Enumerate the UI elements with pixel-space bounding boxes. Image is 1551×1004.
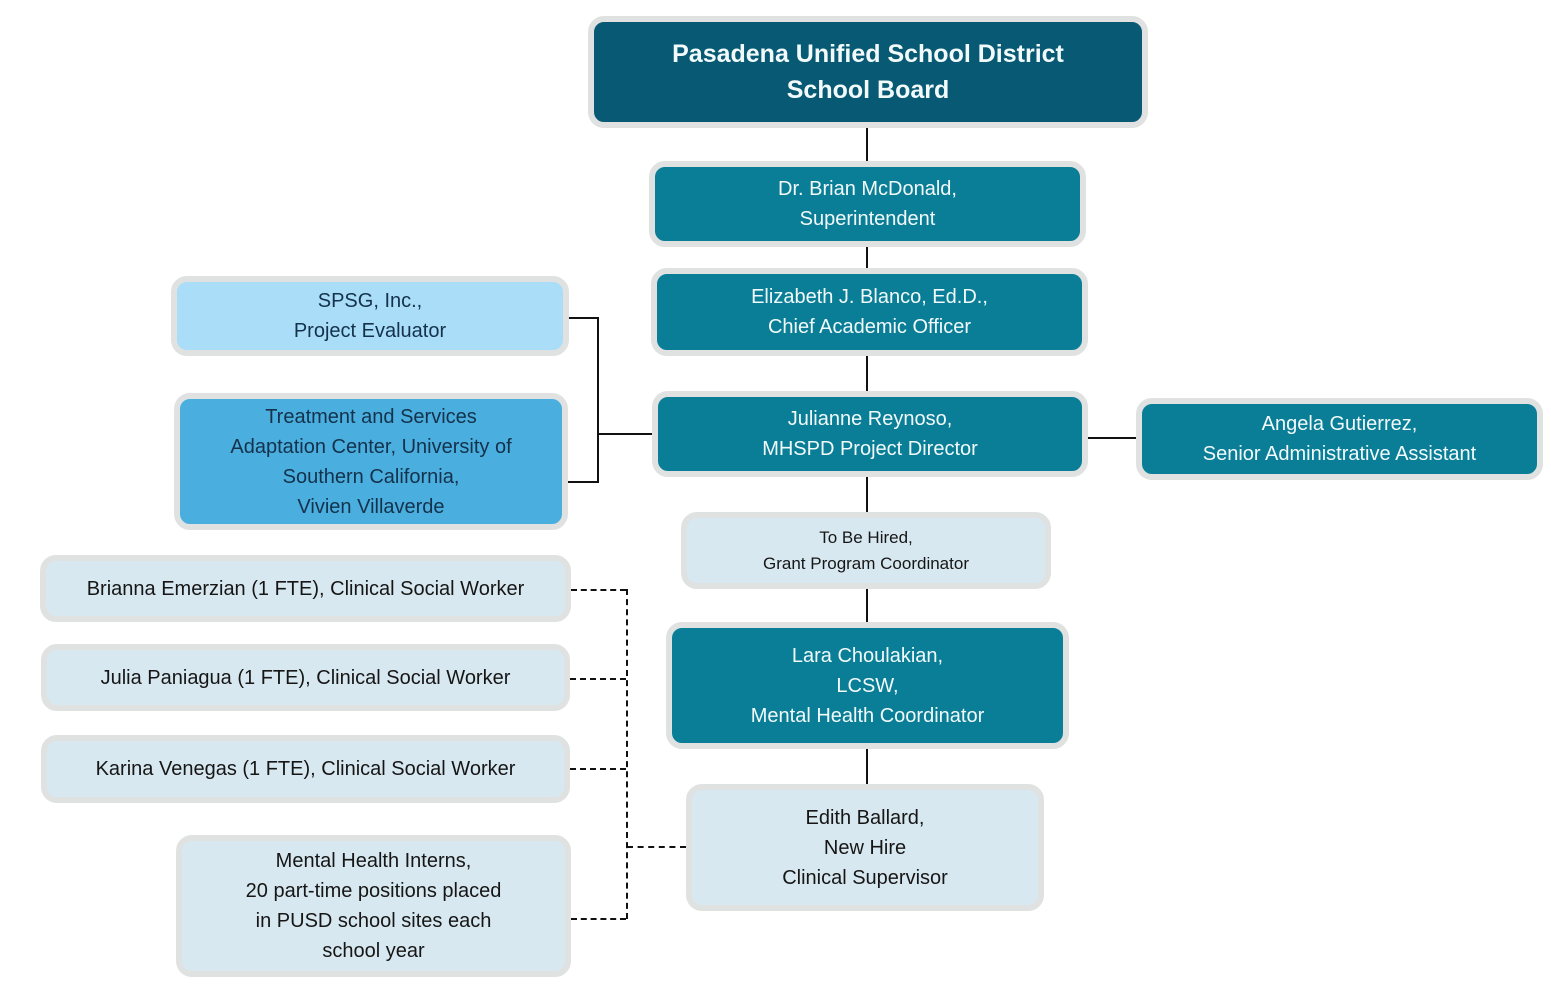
connector-dashed-supervisor xyxy=(627,846,686,848)
node-clinical-supervisor xyxy=(686,784,1044,911)
node-label: School Board xyxy=(786,76,950,104)
node-label: Clinical Supervisor xyxy=(782,866,948,889)
connector-tsa-branch xyxy=(568,481,599,483)
node-label: school year xyxy=(322,940,425,962)
node-label: MHSPD Project Director xyxy=(762,438,978,460)
node-label: To Be Hired, xyxy=(819,528,913,547)
node-senior-administrative-assistant xyxy=(1136,398,1543,480)
node-label: Angela Gutierrez, xyxy=(1261,413,1418,435)
node-label: Project Evaluator xyxy=(293,320,447,342)
node-mental-health-coordinator xyxy=(666,622,1069,749)
node-clinical-social-worker-3 xyxy=(41,735,570,803)
node-label: Southern California, xyxy=(282,465,460,488)
node-grant-program-coordinator xyxy=(681,512,1051,589)
node-school-board xyxy=(588,16,1148,128)
node-chief-academic-officer xyxy=(651,268,1088,356)
node-superintendent xyxy=(649,161,1086,247)
node-label: Grant Program Coordinator xyxy=(763,553,969,573)
node-label: SPSG, Inc., xyxy=(317,290,423,312)
connector-bracket-director xyxy=(598,433,652,435)
connector-dashed-csw-3 xyxy=(570,768,626,770)
node-label: Julia Paniagua (1 FTE), Clinical Social Worker xyxy=(100,666,511,689)
connector-cao-director xyxy=(866,356,868,391)
node-mental-health-interns xyxy=(176,835,571,977)
node-label: Dr. Brian McDonald, xyxy=(778,178,957,200)
connector-board-superintendent xyxy=(866,128,868,161)
node-label: Brianna Emerzian (1 FTE), Clinical Social Worker xyxy=(86,577,525,600)
connector-dashed-interns xyxy=(571,918,626,920)
node-project-director xyxy=(652,391,1088,477)
node-label: in PUSD school sites each xyxy=(255,910,492,932)
connector-dashed-csw-1 xyxy=(571,589,626,591)
node-label: Treatment and Services xyxy=(265,405,477,428)
node-label: Chief Academic Officer xyxy=(767,316,972,338)
connector-dashed-spine xyxy=(626,589,628,919)
node-label: Pasadena Unified School District xyxy=(672,39,1064,68)
node-label: Senior Administrative Assistant xyxy=(1202,443,1477,465)
node-label: Superintendent xyxy=(799,208,936,230)
node-label: Edith Ballard, xyxy=(805,806,925,829)
node-label: Adaptation Center, University of xyxy=(230,435,512,458)
node-label: New Hire xyxy=(823,836,907,859)
connector-evaluator-branch xyxy=(569,317,599,319)
connector-director-admin-assistant xyxy=(1088,437,1136,439)
connector-left-bracket xyxy=(597,317,599,483)
node-label: LCSW, xyxy=(836,674,899,697)
node-label: Mental Health Interns, xyxy=(275,850,472,872)
node-label: 20 part-time positions placed xyxy=(245,880,502,902)
connector-grant-coordinator-mh-coordinator xyxy=(866,589,868,622)
connector-mh-coordinator-supervisor xyxy=(866,749,868,784)
node-label: Elizabeth J. Blanco, Ed.D., xyxy=(751,286,988,308)
connector-superintendent-cao xyxy=(866,247,868,268)
node-label: Mental Health Coordinator xyxy=(750,704,985,727)
node-clinical-social-worker-1 xyxy=(40,555,571,622)
node-treatment-services-adaptation-center xyxy=(174,393,568,530)
connector-director-grant-coordinator xyxy=(866,477,868,512)
node-clinical-social-worker-2 xyxy=(41,644,570,711)
connector-dashed-csw-2 xyxy=(570,678,626,680)
node-project-evaluator xyxy=(171,276,569,356)
node-label: Karina Venegas (1 FTE), Clinical Social Worker xyxy=(95,758,516,780)
node-label: Vivien Villaverde xyxy=(297,495,445,518)
node-label: Lara Choulakian, xyxy=(791,644,944,667)
node-label: Julianne Reynoso, xyxy=(787,408,953,430)
